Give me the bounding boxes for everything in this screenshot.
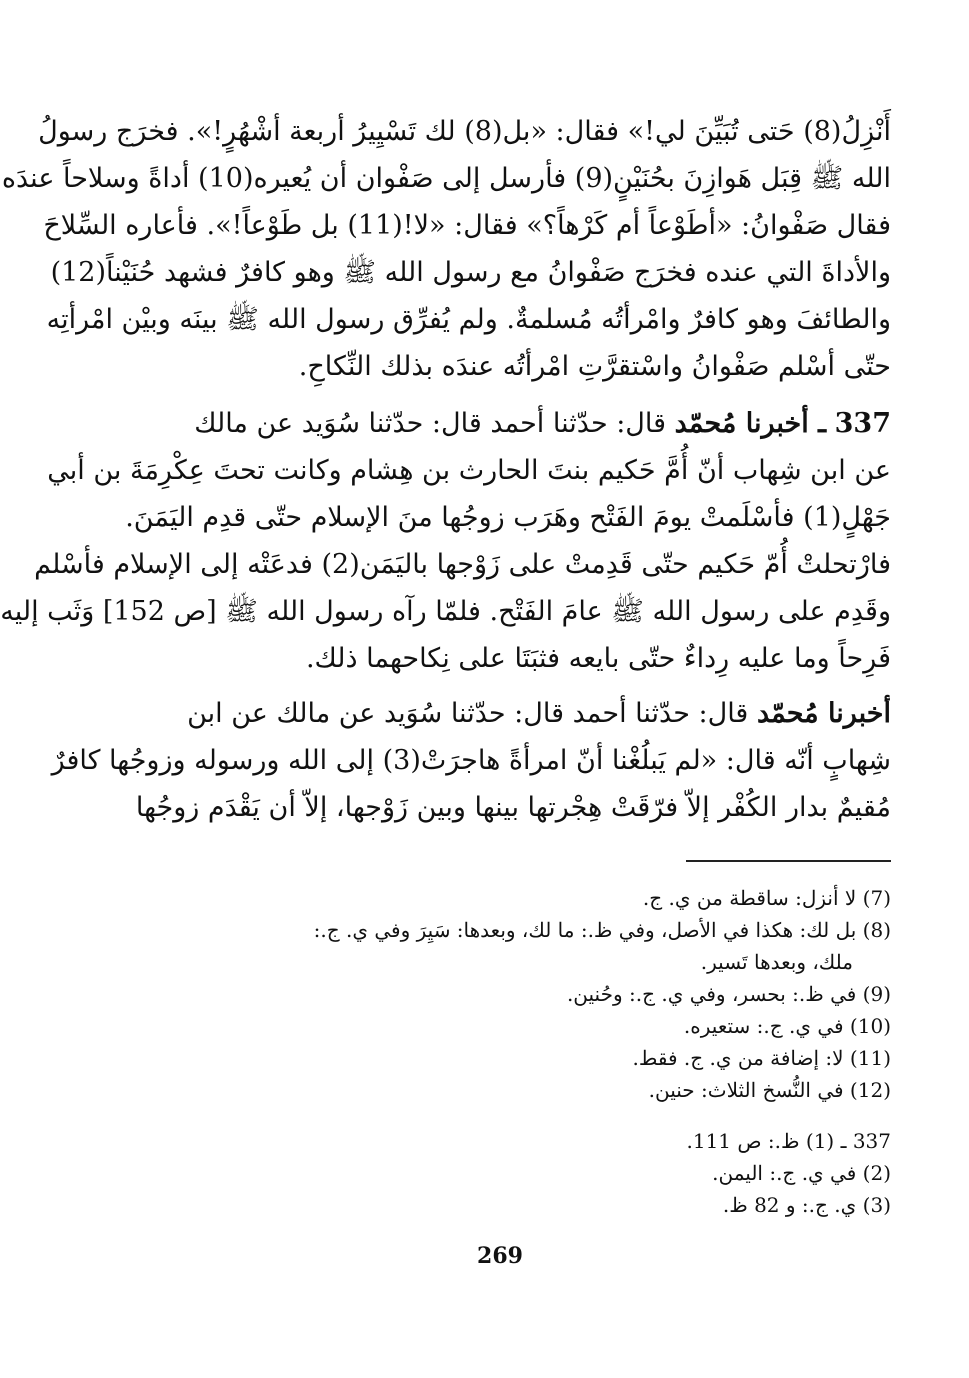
footnotes-group-1 <box>161 882 891 1106</box>
footnote: (11) لا: إضافة من ي. ج. فقط. <box>632 1046 891 1070</box>
text-line: أَنْزِلُ(8) حَتى تُبَيِّنَ لي!» فقال: «بل(8) لك تَسْيِيرُ أربعة أشْهُرٍ!». فخرَج رسولُ <box>38 116 891 147</box>
text-line: مُقيمٌ بدار الكُفْر إلاّ فرّقَتْ هِجْرتها بينها وبين زَوْجها، إلاّ أن يَقْدَم زوجُها <box>135 792 891 823</box>
text-line: والأداةَ التي عنده فخرَج صَفْوانُ مع رسول الله ﷺ وهو كافرٌ فشهد حُنَيْناً(12) <box>50 257 891 288</box>
narrator-lead: أخبرنا مُحمّد <box>756 698 891 729</box>
page-number: 269 <box>477 1243 523 1269</box>
text-line: فارْتحلتْ أُمّ حَكيم حتّى قَدِمتْ على زَوْجها باليَمَن(2) فدعَتْه إلى الإسلام فأسْلم <box>34 549 891 580</box>
text-line: عن ابن شِهاب أنّ أُمَّ حَكيم بنتَ الحارث بن هِشام وكانت تحتَ عِكْرِمَةَ بن أبي <box>47 455 891 486</box>
paragraph-2 <box>0 400 891 682</box>
text-line: جَهْلٍ(1) فأسْلَمتْ يومَ الفَتْح وهَرَب زوجُها منَ الإسلام حتّى قدِم اليَمَنَ. <box>125 502 891 533</box>
text-fragment: قال: حدّثنا أحمد قال: حدّثنا سُوَيد عن مالك عن ابن <box>187 698 749 729</box>
footnotes-group-2 <box>161 1125 891 1221</box>
footnote: (3) ي. ج.: و 82 ظ. <box>722 1193 891 1217</box>
text-line: والطائفَ وهو كافرٌ وامْرأتُه مُسلمةٌ. ولم يُفرِّق رسول الله ﷺ بينَه وبيْن امْرأتِه <box>46 304 891 335</box>
footnote-divider <box>686 860 891 862</box>
footnote: (7) لا أنزل: ساقطة من ي. ج. <box>642 886 891 910</box>
text-line: فَرِحاً وما عليه رِداءٌ حتّى بايعه فثبَتَا على نِكاحهما ذلك. <box>305 643 891 674</box>
text-line: الله ﷺ قِبَل هَوازِنَ بحُنَيْنٍ(9) فأرسل إلى صَفْوان أن يُعيره(10) أداةً وسلاحاً عندَه <box>1 163 891 194</box>
footnote: (2) في ي. ج.: اليمن. <box>712 1161 891 1185</box>
hadith-number: 337 <box>834 408 891 439</box>
paragraph-3 <box>51 690 891 831</box>
footnote: 337 ـ (1) ظ.: ص 111. <box>686 1129 891 1153</box>
text-line <box>161 690 891 737</box>
text-line <box>161 400 891 447</box>
footnote: (10) في ي. ج.: ستعيره. <box>683 1014 891 1038</box>
text-fragment: قال: حدّثنا أحمد قال: حدّثنا سُوَيد عن مالك <box>194 408 667 439</box>
paragraph-1 <box>1 108 891 390</box>
footnote: (12) في النُّسخ الثلاث: حنين. <box>648 1078 891 1102</box>
narrator-lead: ـ أخبرنا مُحمّد <box>674 408 827 439</box>
text-line: شِهابٍ أنّه قال: «لم يَبلُغْنا أنّ امرأةً هاجرَتْ(3) إلى الله ورسوله وزوجُها كافرٌ <box>51 745 891 776</box>
footnote-continuation: ملك، وبعدها تَسير. <box>700 950 853 974</box>
text-line: حتّى أسْلم صَفْوانُ واسْتقرَّتِ امْرأتُه عندَه بذلك النِّكاحِ. <box>298 351 891 382</box>
text-line: وقَدِم على رسول الله ﷺ عامَ الفَتْح. فلمّا رآه رسول الله ﷺ [ص 152] وَثَب إليه <box>0 596 891 627</box>
text-line: فقال صَفْوانُ: «أطَوْعاً أم كَرْهاً؟» فقال: «لا!(11) بل طَوْعاً!». فأعاره السِّلاحَ <box>43 210 891 241</box>
footnote: (9) في ظ.: بحسر، وفي ي. ج.: وحُنين. <box>566 982 891 1006</box>
footnote: (8) بل لك: هكذا في الأصل، وفي ظ.: ما لك، وبعدها: سَيِرَ وفي ي. ج.: <box>313 918 891 942</box>
